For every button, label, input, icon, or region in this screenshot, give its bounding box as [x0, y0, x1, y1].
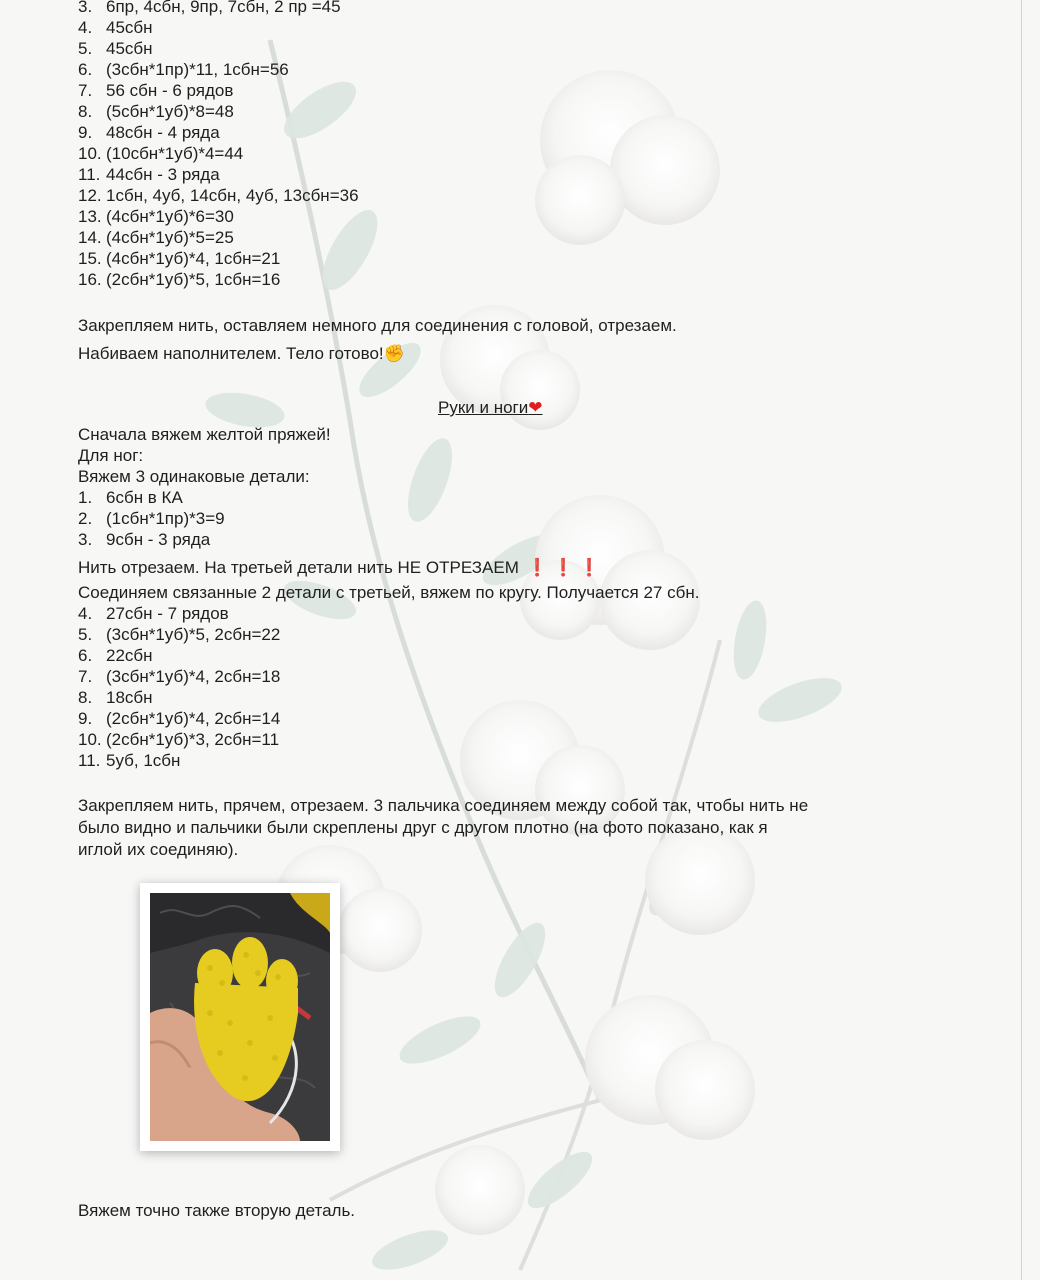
list-item: 7. 56 сбн - 6 рядов — [78, 81, 234, 100]
join-note: Соединяем связанные 2 детали с третьей, вяжем по кругу. Получается 27 сбн. — [78, 583, 700, 602]
list-item: 1. 6сбн в КА — [78, 488, 183, 507]
photo-frame — [140, 883, 340, 1151]
list-item: 6. 22сбн — [78, 646, 153, 665]
list-item: 7. (3сбн*1уб)*4, 2сбн=18 — [78, 667, 281, 686]
list-item: 3. 9сбн - 3 ряда — [78, 530, 211, 549]
list-item: 2. (1сбн*1пр)*3=9 — [78, 509, 225, 528]
intro-line2: Для ног: — [78, 446, 144, 465]
finish-note-line1: Закрепляем нить, прячем, отрезаем. 3 пальчика соединяем между собой так, чтобы нить не — [78, 796, 809, 815]
list-item: 10. (2сбн*1уб)*3, 2сбн=11 — [78, 730, 280, 749]
list-item: 4. 45сбн — [78, 18, 153, 37]
list-legs-b — [78, 603, 280, 771]
body-end-text: Набиваем наполнителем. Тело готово! — [78, 344, 384, 363]
list-item: 9. (2сбн*1уб)*4, 2сбн=14 — [78, 709, 281, 728]
intro-line3: Вяжем 3 одинаковые детали: — [78, 467, 310, 486]
section-title: Руки и ноги — [438, 398, 529, 417]
finish-note-line3: иглой их соединяю). — [78, 840, 239, 859]
exclamation-icon: ❗ ❗ ❗ — [526, 558, 600, 577]
list-item: 5. (3сбн*1уб)*5, 2сбн=22 — [78, 625, 281, 644]
list-item: 10. (10сбн*1уб)*4=44 — [78, 144, 244, 163]
list-item: 5. 45сбн — [78, 39, 153, 58]
right-border-line — [1021, 0, 1022, 1280]
list-top — [78, 0, 359, 290]
fist-emoji-icon: ✊ — [383, 344, 405, 363]
list-item: 8. 18сбн — [78, 688, 153, 707]
body-end-line1: Закрепляем нить, оставляем немного для соединения с головой, отрезаем. — [78, 316, 677, 335]
list-item: 14. (4сбн*1уб)*5=25 — [78, 228, 234, 247]
list-item: 6. (3сбн*1пр)*11, 1сбн=56 — [78, 60, 289, 79]
list-item: 3. 6пр, 4сбн, 9пр, 7сбн, 2 пр =45 — [78, 0, 341, 16]
list-item: 11. 5уб, 1сбн — [78, 751, 181, 770]
cut-note — [78, 557, 600, 578]
crochet-foot-photo — [150, 893, 330, 1141]
list-item: 4. 27сбн - 7 рядов — [78, 604, 229, 623]
finish-note-line2: было видно и пальчики были скреплены друг с другом плотно (на фото показано, как я — [78, 818, 768, 837]
cut-note-text: Нить отрезаем. На третьей детали нить НЕ ОТРЕЗАЕМ — [78, 558, 519, 577]
intro-line1: Сначала вяжем желтой пряжей! — [78, 425, 331, 444]
heart-icon: ❤ — [528, 398, 543, 417]
list-item: 12. 1сбн, 4уб, 14сбн, 4уб, 13сбн=36 — [78, 186, 359, 205]
body-end-line2 — [78, 343, 405, 364]
list-item: 15. (4сбн*1уб)*4, 1сбн=21 — [78, 249, 281, 268]
list-item: 13. (4сбн*1уб)*6=30 — [78, 207, 234, 226]
list-item: 9. 48сбн - 4 ряда — [78, 123, 220, 142]
footer-note: Вяжем точно также вторую деталь. — [78, 1201, 356, 1220]
list-item: 8. (5сбн*1уб)*8=48 — [78, 102, 234, 121]
list-item: 16. (2сбн*1уб)*5, 1сбн=16 — [78, 270, 281, 289]
section-heading — [438, 398, 543, 418]
list-item: 11. 44сбн - 3 ряда — [78, 165, 220, 184]
list-legs-a — [78, 487, 225, 550]
